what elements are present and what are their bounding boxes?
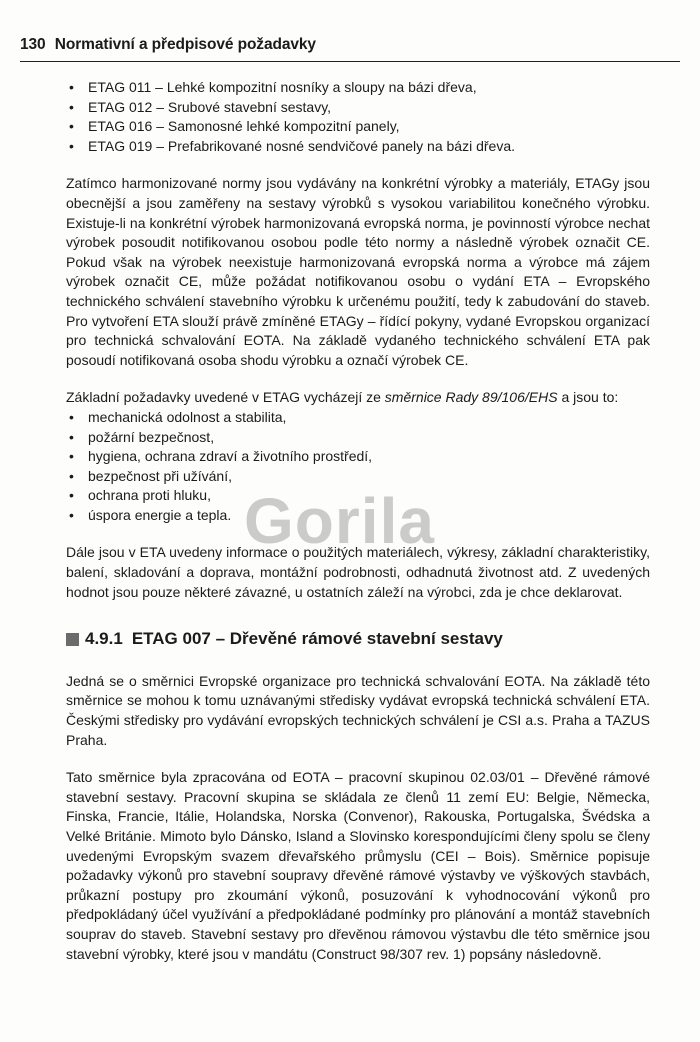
list-item: • ochrana proti hluku, bbox=[66, 486, 650, 506]
bullet: • bbox=[69, 118, 74, 135]
paragraph-basic-requirements: Základní požadavky uvedené v ETAG vycházejí ze směrnice Rady 89/106/EHS a jsou to: bbox=[66, 389, 619, 406]
list-item: • mechanická odolnost a stabilita, bbox=[66, 408, 650, 428]
section-square-icon bbox=[66, 633, 79, 646]
running-header bbox=[20, 36, 680, 54]
list-item: • úspora energie a tepla. bbox=[66, 506, 650, 526]
section-title: ETAG 007 – Dřevěné rámové stavební sestavy bbox=[131, 629, 503, 649]
watermark-logo: Gorila bbox=[244, 485, 435, 557]
bullet: • bbox=[69, 506, 74, 523]
list-item: • ETAG 019 – Prefabrikované nosné sendvičové panely na bázi dřeva. bbox=[66, 137, 650, 157]
list-item: • ETAG 012 – Srubové stavební sestavy, bbox=[66, 98, 650, 118]
section-heading bbox=[66, 629, 650, 649]
etag-list bbox=[66, 78, 650, 156]
bullet: • bbox=[69, 98, 74, 115]
paragraph-working-group: Tato směrnice byla zpracována od EOTA – pracovní skupinou 02.03/01 – Dřevěné rámové stavební sestavy. Pracovní skupina se skládala ze členů 11 zemí EU: Belgie, Německa, Finska, Francie, Itálie, Holandska, Norska (Convenor), Rakouska, Portugalska, Švédska a Velké Británie. Mimoto bylo Dánsko, Island a Slovinsko korespondujícími členy spolu se členy uvedenými Evropským svazem dřevařského průmyslu (CEI – Bois). Směrnice popisuje požadavky výkonů pro stavební soupravy dřevěné rámové výstavby ve výškových stavbách, průkazní postupy pro zkoumání výkonů, posuzování k vyhodnocování výkonů pro předpokládaný účel využívání a předpokládané podmínky pro plánování a montáž stavebních souprav do staveb. Stavební sestavy pro dřevěnou rámovou výstavbu dle této směrnice jsou stavební výrobky, které jsou v mandátu (Construct 98/307 rev. 1) popsány následovně. bbox=[66, 769, 650, 962]
bullet: • bbox=[69, 487, 74, 504]
list-item: • hygiena, ochrana zdraví a životního prostředí, bbox=[66, 447, 650, 467]
list-item: • ETAG 011 – Lehké kompozitní nosníky a sloupy na bázi dřeva, bbox=[66, 78, 650, 98]
paragraph-directive-intro: Jedná se o směrnici Evropské organizace pro technická schvalování EOTA. Na základě této směrnice se mohou k tomu uznávanými středisky vydávat evropská technická schválení ETA. Českými středisky pro vydávání evropských technických schválení je CSI a.s. Praha a TAZUS Praha. bbox=[66, 672, 650, 748]
bullet: • bbox=[69, 467, 74, 484]
chapter-title: Normativní a předpisové požadavky bbox=[54, 36, 316, 53]
body-text bbox=[66, 78, 650, 964]
directive-reference: směrnice Rady 89/106/EHS bbox=[384, 389, 558, 406]
bullet: • bbox=[69, 448, 74, 465]
bullet: • bbox=[69, 428, 74, 445]
header-rule bbox=[20, 61, 680, 62]
bullet: • bbox=[69, 137, 74, 154]
list-item: • bezpečnost při užívání, bbox=[66, 467, 650, 487]
page-number: 130 bbox=[20, 36, 46, 53]
paragraph-harmonized-norms: Zatímco harmonizované normy jsou vydávány na konkrétní výrobky a materiály, ETAGy jsou obecnější a jsou zaměřeny na sestavy výrobků s vysokou variabilitou konečného výrobku. Existuje-li na konkrétní výrobek harmonizovaná evropská norma, je povinností výrobce nechat výrobek posoudit notifikovanou osobou podle této normy a následně výrobek označit CE. Pokud však na výrobek neexistuje harmonizovaná evropská norma a výrobce má zájem výrobek označit CE, může požádat notifikovanou osobu o vydání ETA – Evropského technického schválení stavebního výrobku k určenému použití, tedy k zabudování do staveb. Pro vytvoření ETA slouží právě zmíněné ETAGy – řídící pokyny, vydané Evropskou organizací pro technická schvalování EOTA. Na základě vydaného technického schválení ETA pak posoudí notifikovaná osoba shodu výrobku a označí výrobek CE. bbox=[66, 175, 650, 368]
list-item: • ETAG 016 – Samonosné lehké kompozitní panely, bbox=[66, 117, 650, 137]
paragraph-eta-info: Dále jsou v ETA uvedeny informace o použitých materiálech, výkresy, základní charakteristiky, balení, skladování a doprava, montážní podrobnosti, odhadnutá životnost atd. Z uvedených hodnot jsou pouze některé závazné, u ostatních záleží na výrobci, zda je chce deklarovat. bbox=[66, 544, 650, 600]
requirements-list bbox=[66, 408, 650, 526]
bullet: • bbox=[69, 79, 74, 95]
section-number: 4.9.1 bbox=[85, 629, 123, 649]
bullet: • bbox=[69, 408, 74, 425]
list-item: • požární bezpečnost, bbox=[66, 428, 650, 448]
